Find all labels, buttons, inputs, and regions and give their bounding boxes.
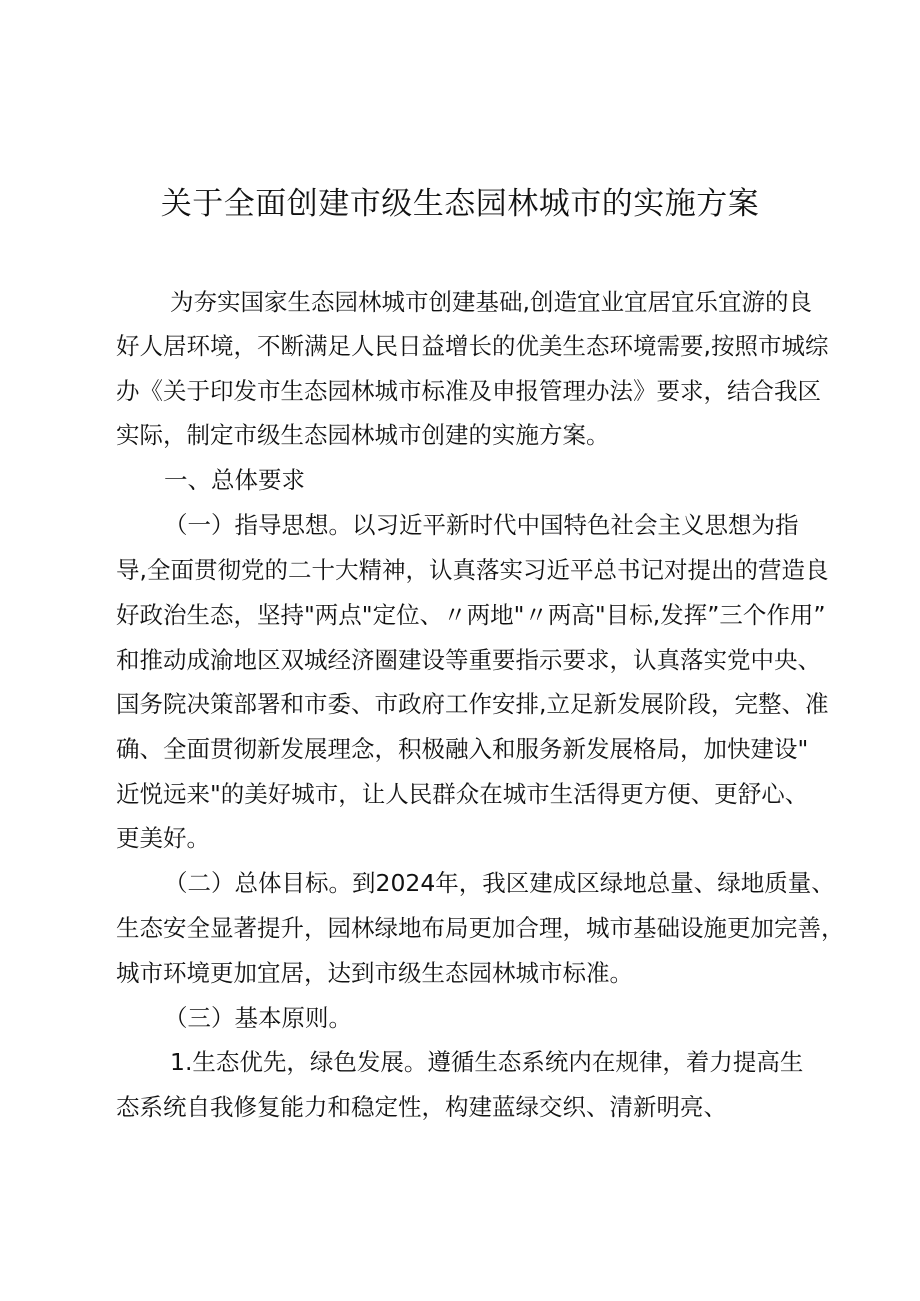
subsection-heading: （三）基本原则。 — [164, 1004, 352, 1032]
paragraph-line: 好人居环境，不断满足人民日益增长的优美生态环境需要,按照市城综 — [116, 332, 829, 360]
paragraph-line: （一）指导思想。以习近平新时代中国特色社会主义思想为指 — [164, 511, 799, 539]
paragraph-line: 态系统自我修复能力和稳定性，构建蓝绿交织、清新明亮、 — [116, 1093, 727, 1121]
paragraph-line: 和推动成渝地区双城经济圈建设等重要指示要求，认真落实党中央、 — [116, 646, 821, 674]
paragraph-line: 导,全面贯彻党的二十大精神，认真落实习近平总书记对提出的营造良 — [116, 556, 829, 584]
document-title: 关于全面创建市级生态园林城市的实施方案 — [160, 186, 760, 222]
paragraph-line: 城市环境更加宜居，达到市级生态园林城市标准。 — [116, 959, 633, 987]
paragraph-line: 为夯实国家生态园林城市创建基础,创造宜业宜居宜乐宜游的良 — [170, 288, 812, 316]
paragraph-line: 办《关于印发市生态园林城市标准及申报管理办法》要求，结合我区 — [116, 377, 821, 405]
paragraph-line: 生态安全显著提升，园林绿地布局更加合理，城市基础设施更加完善， — [116, 914, 845, 942]
paragraph-line: 更美好。 — [116, 824, 210, 852]
paragraph-line: 国务院决策部署和市委、市政府工作安排,立足新发展阶段，完整、准 — [116, 690, 829, 718]
paragraph-line: 实际，制定市级生态园林城市创建的实施方案。 — [116, 421, 610, 449]
section-heading: 一、总体要求 — [164, 466, 305, 494]
paragraph-line: 近悦远来"的美好城市，让人民群众在城市生活得更方便、更舒心、 — [116, 780, 809, 808]
paragraph-line: 1.生态优先，绿色发展。遵循生态系统内在规律，着力提高生 — [170, 1048, 804, 1076]
paragraph-line: 好政治生态，坚持"两点"定位、〃两地"〃两高"目标,发挥”三个作用” — [116, 601, 826, 629]
paragraph-line: （二）总体目标。到2024年，我区建成区绿地总量、绿地质量、 — [164, 869, 835, 897]
paragraph-line: 确、全面贯彻新发展理念，积极融入和服务新发展格局，加快建设" — [116, 735, 809, 763]
